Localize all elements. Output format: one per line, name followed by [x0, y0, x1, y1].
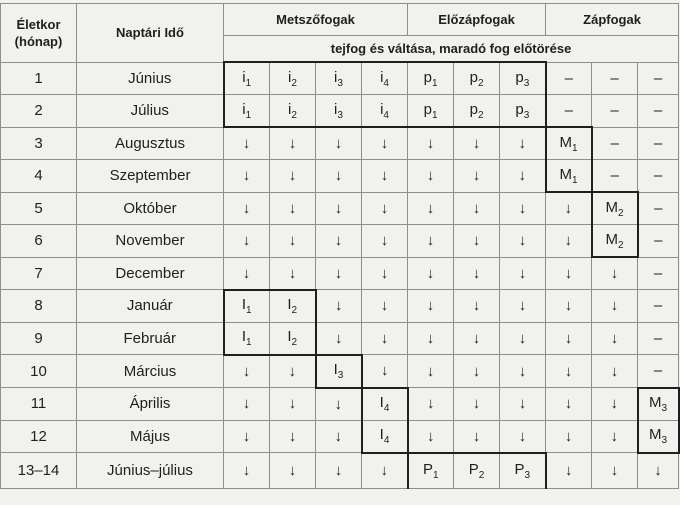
tooth-index: 2 [291, 77, 297, 89]
tooth-letter: i [242, 68, 246, 86]
month-cell: Január [77, 290, 224, 323]
down-arrow-icon: ↓ [270, 257, 316, 290]
down-arrow-icon: ↓ [592, 355, 638, 388]
eruption-subheader: tejfog és váltása, maradó fog előtörése [224, 36, 679, 63]
tooth-letter: i [288, 100, 292, 118]
table-row [1, 290, 679, 323]
age-header-line1: Életkor [16, 16, 61, 32]
tooth-letter: i [334, 68, 338, 86]
down-arrow-icon: ↓ [500, 290, 546, 323]
down-arrow-icon: ↓ [224, 355, 270, 388]
down-arrow-icon: ↓ [546, 420, 592, 453]
month-cell: Október [77, 192, 224, 225]
tooth-index: 2 [618, 207, 624, 219]
down-arrow-icon: ↓ [224, 225, 270, 258]
tooth-letter: I [379, 426, 384, 443]
down-arrow-icon: ↓ [408, 322, 454, 355]
month-cell: Június–július [77, 453, 224, 489]
down-arrow-icon: ↓ [270, 127, 316, 160]
month-cell: December [77, 257, 224, 290]
tooth-letter: M [649, 426, 662, 443]
tooth-cell [224, 95, 270, 128]
tooth-index: 3 [661, 435, 668, 446]
down-arrow-icon: ↓ [500, 322, 546, 355]
down-arrow-icon: ↓ [270, 388, 316, 421]
tooth-cell [546, 160, 592, 193]
tooth-index: 3 [337, 109, 343, 121]
tooth-letter: M [605, 198, 619, 216]
age-cell: 3 [1, 127, 77, 160]
tooth-cell [270, 322, 316, 355]
down-arrow-icon: ↓ [454, 257, 500, 290]
down-arrow-icon: ↓ [316, 388, 362, 421]
down-arrow-icon: ↓ [500, 127, 546, 160]
down-arrow-icon: ↓ [546, 257, 592, 290]
tooth-index: 3 [337, 370, 344, 381]
down-arrow-icon: ↓ [546, 388, 592, 421]
table-row [1, 62, 679, 95]
tooth-cell [270, 290, 316, 323]
tooth-cell [362, 62, 408, 95]
down-arrow-icon: ↓ [500, 388, 546, 421]
age-cell: 1 [1, 62, 77, 95]
down-arrow-icon: ↓ [408, 225, 454, 258]
tooth-cell [592, 225, 638, 258]
tooth-cell [546, 127, 592, 160]
tooth-index: 1 [572, 142, 578, 154]
tooth-cell [224, 62, 270, 95]
down-arrow-icon: ↓ [500, 192, 546, 225]
tooth-cell [500, 95, 546, 128]
tooth-letter: i [288, 68, 292, 86]
tooth-cell [500, 453, 546, 489]
month-cell: Február [77, 322, 224, 355]
down-arrow-icon: ↓ [500, 257, 546, 290]
tooth-index: 1 [433, 469, 439, 481]
dash-cell: – [638, 127, 679, 160]
month-cell: Július [77, 95, 224, 128]
tooth-cell [408, 62, 454, 95]
tooth-index: 4 [383, 77, 389, 89]
down-arrow-icon: ↓ [454, 127, 500, 160]
down-arrow-icon: ↓ [362, 160, 408, 193]
down-arrow-icon: ↓ [316, 453, 362, 489]
tooth-letter: i [242, 100, 246, 118]
table-body [1, 62, 679, 488]
age-cell: 11 [1, 388, 77, 421]
tooth-index: 2 [618, 239, 624, 251]
down-arrow-icon: ↓ [408, 355, 454, 388]
age-cell: 10 [1, 355, 77, 388]
down-arrow-icon: ↓ [408, 192, 454, 225]
down-arrow-icon: ↓ [454, 322, 500, 355]
down-arrow-icon: ↓ [592, 388, 638, 421]
tooth-cell [638, 420, 679, 453]
down-arrow-icon: ↓ [362, 192, 408, 225]
tooth-letter: P [514, 460, 525, 478]
down-arrow-icon: ↓ [316, 127, 362, 160]
tooth-letter: M [649, 394, 662, 411]
tooth-cell [224, 322, 270, 355]
down-arrow-icon: ↓ [362, 355, 408, 388]
age-cell: 9 [1, 322, 77, 355]
down-arrow-icon: ↓ [270, 160, 316, 193]
age-cell: 5 [1, 192, 77, 225]
age-cell: 12 [1, 420, 77, 453]
tooth-index: 3 [523, 77, 530, 89]
down-arrow-icon: ↓ [362, 257, 408, 290]
dash-cell: – [638, 290, 679, 323]
tooth-index: 3 [661, 403, 668, 414]
table-row [1, 420, 679, 453]
table-row [1, 225, 679, 258]
tooth-letter: M [559, 165, 573, 183]
table-row [1, 257, 679, 290]
tooth-cell [362, 388, 408, 421]
tooth-letter: p [469, 68, 478, 86]
dentition-table [0, 3, 680, 489]
down-arrow-icon: ↓ [316, 192, 362, 225]
tooth-cell [454, 95, 500, 128]
month-column-header: Naptári Idő [77, 4, 224, 63]
tooth-letter: I [333, 361, 338, 378]
month-cell: Szeptember [77, 160, 224, 193]
down-arrow-icon: ↓ [408, 290, 454, 323]
dash-cell: – [638, 62, 679, 95]
tooth-cell [362, 420, 408, 453]
tooth-index: 4 [383, 403, 390, 414]
tooth-cell [454, 62, 500, 95]
down-arrow-icon: ↓ [408, 257, 454, 290]
dash-cell: – [638, 160, 679, 193]
age-cell: 4 [1, 160, 77, 193]
down-arrow-icon: ↓ [224, 192, 270, 225]
down-arrow-icon: ↓ [454, 388, 500, 421]
down-arrow-icon: ↓ [592, 453, 638, 489]
tooth-index: 2 [291, 305, 298, 316]
month-cell: Május [77, 420, 224, 453]
tooth-letter: p [515, 68, 524, 86]
tooth-letter: i [380, 100, 384, 118]
tooth-letter: I [379, 394, 384, 411]
age-header-line2: (hónap) [14, 33, 63, 49]
tooth-cell [270, 62, 316, 95]
tooth-index: 1 [246, 305, 252, 316]
down-arrow-icon: ↓ [546, 453, 592, 489]
tooth-letter: P [468, 460, 479, 478]
month-cell: Június [77, 62, 224, 95]
down-arrow-icon: ↓ [316, 225, 362, 258]
down-arrow-icon: ↓ [224, 160, 270, 193]
tooth-cell [224, 290, 270, 323]
tooth-index: 1 [245, 77, 252, 89]
dash-cell: – [546, 95, 592, 128]
dash-cell: – [638, 257, 679, 290]
tooth-cell [408, 95, 454, 128]
tooth-index: 1 [431, 109, 438, 121]
down-arrow-icon: ↓ [224, 257, 270, 290]
tooth-cell [316, 95, 362, 128]
down-arrow-icon: ↓ [592, 420, 638, 453]
down-arrow-icon: ↓ [270, 225, 316, 258]
down-arrow-icon: ↓ [224, 388, 270, 421]
tooth-letter: i [380, 68, 384, 86]
tooth-letter: I [287, 328, 292, 345]
month-cell: Április [77, 388, 224, 421]
dash-cell: – [592, 127, 638, 160]
tooth-index: 3 [524, 469, 531, 481]
premolars-group-header: Előzápfogak [408, 4, 546, 36]
down-arrow-icon: ↓ [500, 420, 546, 453]
dash-cell: – [638, 225, 679, 258]
tooth-index: 1 [246, 337, 252, 348]
tooth-cell [362, 95, 408, 128]
tooth-letter: p [469, 100, 478, 118]
down-arrow-icon: ↓ [316, 160, 362, 193]
tooth-letter: p [423, 68, 432, 86]
down-arrow-icon: ↓ [270, 355, 316, 388]
down-arrow-icon: ↓ [454, 225, 500, 258]
tooth-index: 2 [291, 109, 297, 121]
tooth-letter: p [423, 100, 432, 118]
dash-cell: – [592, 95, 638, 128]
tooth-letter: I [241, 296, 247, 313]
down-arrow-icon: ↓ [362, 127, 408, 160]
down-arrow-icon: ↓ [454, 192, 500, 225]
down-arrow-icon: ↓ [408, 160, 454, 193]
down-arrow-icon: ↓ [500, 355, 546, 388]
down-arrow-icon: ↓ [454, 290, 500, 323]
tooth-cell [408, 453, 454, 489]
dash-cell: – [546, 62, 592, 95]
age-cell: 7 [1, 257, 77, 290]
down-arrow-icon: ↓ [408, 388, 454, 421]
month-cell: Augusztus [77, 127, 224, 160]
down-arrow-icon: ↓ [454, 355, 500, 388]
down-arrow-icon: ↓ [546, 290, 592, 323]
down-arrow-icon: ↓ [224, 127, 270, 160]
down-arrow-icon: ↓ [224, 420, 270, 453]
header-row [1, 4, 679, 36]
down-arrow-icon: ↓ [638, 453, 679, 489]
incisors-group-header: Metszőfogak [224, 4, 408, 36]
tooth-cell [316, 355, 362, 388]
tooth-index: 3 [523, 109, 530, 121]
table-row [1, 388, 679, 421]
tooth-index: 1 [245, 109, 252, 121]
dash-cell: – [638, 322, 679, 355]
down-arrow-icon: ↓ [362, 453, 408, 489]
tooth-index: 4 [383, 435, 390, 446]
table-row [1, 127, 679, 160]
down-arrow-icon: ↓ [500, 160, 546, 193]
age-cell: 6 [1, 225, 77, 258]
down-arrow-icon: ↓ [316, 420, 362, 453]
tooth-index: 4 [383, 109, 389, 121]
tooth-letter: i [334, 100, 338, 118]
tooth-letter: I [241, 328, 247, 345]
table-row [1, 355, 679, 388]
down-arrow-icon: ↓ [316, 290, 362, 323]
down-arrow-icon: ↓ [546, 225, 592, 258]
tooth-index: 1 [572, 174, 578, 186]
month-cell: November [77, 225, 224, 258]
month-cell: Március [77, 355, 224, 388]
tooth-letter: M [559, 133, 573, 151]
down-arrow-icon: ↓ [592, 257, 638, 290]
tooth-index: 2 [291, 337, 298, 348]
tooth-letter: P [423, 460, 434, 478]
tooth-letter: M [605, 230, 619, 248]
down-arrow-icon: ↓ [500, 225, 546, 258]
table-row [1, 160, 679, 193]
age-cell: 13–14 [1, 453, 77, 489]
tooth-cell [454, 453, 500, 489]
down-arrow-icon: ↓ [316, 322, 362, 355]
tooth-cell [638, 388, 679, 421]
down-arrow-icon: ↓ [546, 192, 592, 225]
down-arrow-icon: ↓ [408, 420, 454, 453]
down-arrow-icon: ↓ [592, 322, 638, 355]
down-arrow-icon: ↓ [270, 192, 316, 225]
down-arrow-icon: ↓ [546, 355, 592, 388]
down-arrow-icon: ↓ [362, 225, 408, 258]
tooth-letter: I [287, 296, 292, 313]
down-arrow-icon: ↓ [362, 290, 408, 323]
down-arrow-icon: ↓ [316, 257, 362, 290]
down-arrow-icon: ↓ [362, 322, 408, 355]
tooth-cell [500, 62, 546, 95]
tooth-index: 2 [477, 77, 484, 89]
down-arrow-icon: ↓ [408, 127, 454, 160]
down-arrow-icon: ↓ [592, 290, 638, 323]
dash-cell: – [638, 95, 679, 128]
table-row [1, 95, 679, 128]
dash-cell: – [592, 62, 638, 95]
down-arrow-icon: ↓ [224, 453, 270, 489]
age-column-header [1, 4, 77, 63]
tooth-index: 1 [431, 77, 438, 89]
down-arrow-icon: ↓ [454, 160, 500, 193]
table-row [1, 453, 679, 489]
down-arrow-icon: ↓ [270, 420, 316, 453]
tooth-index: 2 [478, 469, 485, 481]
down-arrow-icon: ↓ [546, 322, 592, 355]
table-row [1, 192, 679, 225]
down-arrow-icon: ↓ [270, 453, 316, 489]
age-cell: 2 [1, 95, 77, 128]
tooth-letter: p [515, 100, 524, 118]
tooth-index: 2 [477, 109, 484, 121]
tooth-cell [270, 95, 316, 128]
age-cell: 8 [1, 290, 77, 323]
tooth-cell [592, 192, 638, 225]
down-arrow-icon: ↓ [454, 420, 500, 453]
table-row [1, 322, 679, 355]
dash-cell: – [638, 192, 679, 225]
tooth-index: 3 [337, 77, 343, 89]
dash-cell: – [592, 160, 638, 193]
molars-group-header: Zápfogak [546, 4, 679, 36]
tooth-cell [316, 62, 362, 95]
dash-cell: – [638, 355, 679, 388]
